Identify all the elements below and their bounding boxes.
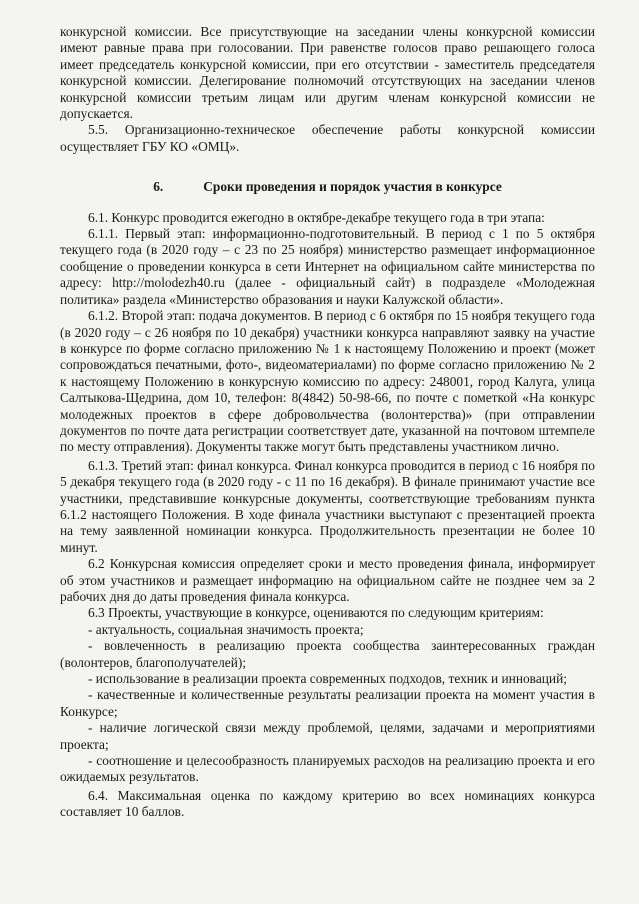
criterion-item: - использование в реализации проекта современных подходов, техник и инноваций;: [88, 671, 567, 687]
section-title: Сроки проведения и порядок участия в конкурсе: [203, 179, 502, 195]
paragraph-commission-rights: конкурсной комиссии. Все присутствующие на заседании члены конкурсной комиссии имеют равные права при голосовании. При равенстве голосов право решающего голоса имеет председатель конкурсной комиссии, при его отсутствии - заместитель председателя конкурсной комиссии. Делегирование полномочий отсутствующих на заседании членов конкурсной комиссии третьим лицам или другим членам конкурсной комиссии не допускается.: [60, 24, 595, 122]
section-number: 6.: [153, 179, 164, 195]
paragraph-6-4: 6.4. Максимальная оценка по каждому критерию во всех номинациях конкурса составляет 10 баллов.: [60, 787, 595, 820]
criterion-item: - качественные и количественные результаты реализации проекта на момент участия в Конкурсе;: [60, 687, 595, 719]
section-heading: [60, 179, 595, 195]
paragraph-5-5: 5.5. Организационно-техническое обеспечение работы конкурсной комиссии осуществляет ГБУ КО «ОМЦ».: [60, 122, 595, 154]
paragraph-6-1-2: 6.1.2. Второй этап: подача документов. В период с 6 октября по 15 ноября текущего года (в 2020 году – с 26 ноября по 10 декабря) участники конкурса направляют заявку на участие в конкурсе по форме согласно приложению № 1 к настоящему Положению и проект (может сопровождаться печатными, фото-, видеоматериалами) по форме согласно приложению № 2 к настоящему Положению в конкурсную комиссию по адресу: 248001, город Калуга, улица Салтыкова-Щедрина, дом 10, телефон: 8(4842) 50-98-66, по почте с пометкой «На конкурс молодежных проектов в сфере добровольчества (волонтерства)» (при отправлении документов по почте дата регистрации соответствует дате, указанной на почтовом штемпеле по месту отправления). Документы также могут быть представлены участником лично.: [60, 308, 595, 455]
criterion-item: - актуальность, социальная значимость проекта;: [88, 621, 364, 637]
paragraph-6-1-1: 6.1.1. Первый этап: информационно-подготовительный. В период с 1 по 5 октября текущего года (в 2020 году – с 23 по 25 ноября) министерство размещает информационное сообщение о проведении конкурса в сети Интернет на официальном сайте министерства по адресу: http://molodezh40.ru (далее - официальный сайт) в подразделе «Молодежная политика» раздела «Министерство образования и науки Калужской области».: [60, 226, 595, 307]
paragraph-6-3: 6.3 Проекты, участвующие в конкурсе, оцениваются по следующим критериям:: [88, 605, 544, 621]
criterion-item: - вовлеченность в реализацию проекта сообщества заинтересованных граждан (волонтеров, благополучателей);: [60, 638, 595, 670]
criterion-item: - наличие логической связи между проблемой, целями, задачами и мероприятиями проекта;: [60, 720, 595, 752]
paragraph-6-1-3: 6.1.3. Третий этап: финал конкурса. Финал конкурса проводится в период с 16 ноября по 5 декабря текущего года (в 2020 году - с 11 по 16 декабря). В финале принимают участие все участники, представившие конкурсные документы, соответствующие требованиям пункта 6.1.2 настоящего Положения. В ходе финала участники выступают с презентацией проекта на тему заявленной номинации конкурса. Продолжительность презентации не более 10 минут.: [60, 457, 595, 555]
paragraph-6-2: 6.2 Конкурсная комиссия определяет сроки и место проведения финала, информирует об этом участников и размещает информацию на официальном сайте не позднее чем за 2 рабочих дня до даты проведения финала конкурса.: [60, 556, 595, 604]
paragraph-6-1: 6.1. Конкурс проводится ежегодно в октябре-декабре текущего года в три этапа:: [88, 209, 545, 225]
criterion-item: - соотношение и целесообразность планируемых расходов на реализацию проекта и его ожидаемых результатов.: [60, 753, 595, 785]
